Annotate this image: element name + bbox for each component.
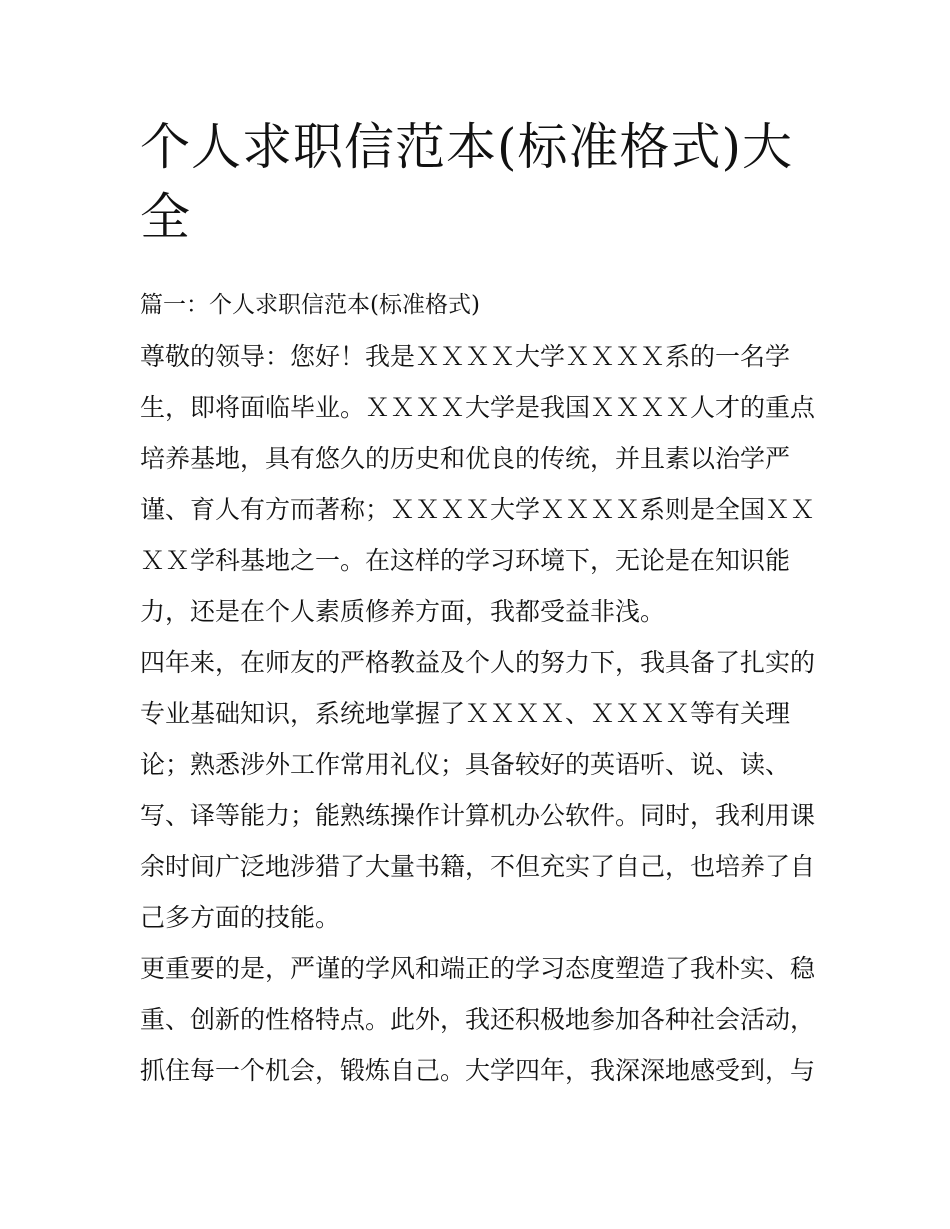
body-line: 己多方面的技能。 [140, 903, 341, 932]
body-line: ＸＸ学科基地之一。在这样的学习环境下，无论是在知识能 [140, 546, 791, 575]
body-line: 抓住每一个机会，锻炼自己。大学四年，我深深地感受到，与 [140, 1056, 816, 1085]
body-line: 余时间广泛地涉猎了大量书籍，不但充实了自己，也培养了自 [140, 852, 816, 881]
body-text [140, 331, 816, 1096]
document-title [140, 112, 812, 252]
body-line: 生，即将面临毕业。ＸＸＸＸ大学是我国ＸＸＸＸ人才的重点 [140, 393, 816, 422]
section-heading: 篇一：个人求职信范本(标准格式) [140, 292, 480, 318]
title-line-1: 个人求职信范本(标准格式)大 [140, 118, 794, 176]
body-line: 尊敬的领导：您好！我是ＸＸＸＸ大学ＸＸＸＸ系的一名学 [140, 342, 791, 371]
body-line: 力，还是在个人素质修养方面，我都受益非浅。 [140, 597, 666, 626]
body-line: 专业基础知识，系统地掌握了ＸＸＸＸ、ＸＸＸＸ等有关理 [140, 699, 791, 728]
body-line: 谨、育人有方而著称；ＸＸＸＸ大学ＸＸＸＸ系则是全国ＸＸ [140, 495, 816, 524]
document-page [140, 112, 816, 1096]
body-line: 四年来，在师友的严格教益及个人的努力下，我具备了扎实的 [140, 648, 816, 677]
body-line: 写、译等能力；能熟练操作计算机办公软件。同时，我利用课 [140, 801, 816, 830]
body-line: 培养基地，具有悠久的历史和优良的传统，并且素以治学严 [140, 444, 791, 473]
body-line: 更重要的是，严谨的学风和端正的学习态度塑造了我朴实、稳 [140, 954, 816, 983]
body-line: 重、创新的性格特点。此外，我还积极地参加各种社会活动， [140, 1005, 816, 1034]
body-line: 论；熟悉涉外工作常用礼仪；具备较好的英语听、说、读、 [140, 750, 791, 779]
title-line-2: 全 [140, 188, 191, 246]
